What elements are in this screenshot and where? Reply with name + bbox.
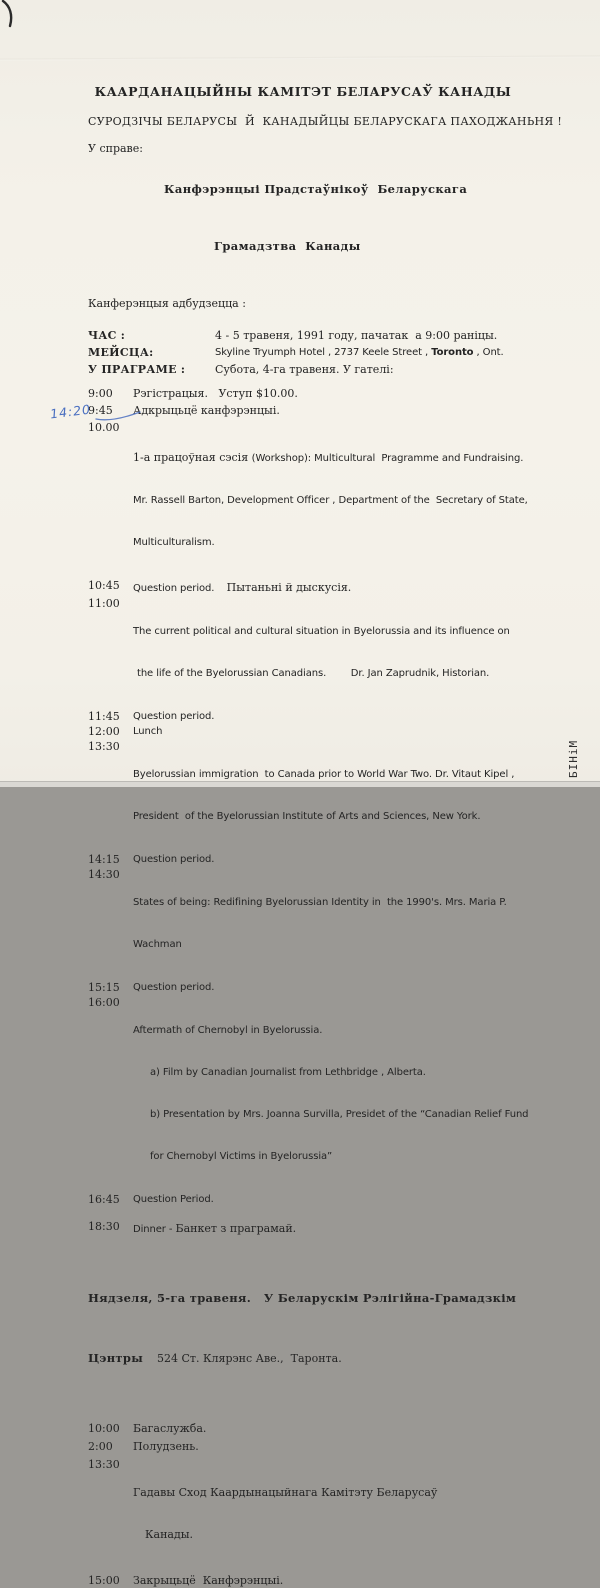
schedule-row (88, 710, 540, 724)
row-line: Wachman (133, 939, 182, 950)
row-line: b) Presentation by Mrs. Joanna Survilla, Presidet of the “Canadian Relief Fund (150, 1109, 529, 1120)
place-value-province: , Ont. (473, 347, 504, 358)
subject-text (164, 142, 467, 294)
paper-crease (0, 55, 600, 60)
row-line: States of being: Redifining Byelorussian Identity in the 1990's. Mrs. Maria P. (133, 897, 507, 908)
row-line: President of the Byelorussian Institute of Arts and Sciences, New York. (133, 811, 481, 822)
subject-label: У справе: (88, 142, 143, 155)
conference-details (88, 327, 540, 378)
row-time: 16:00 (88, 996, 120, 1009)
place-value (215, 344, 504, 361)
row-time: 11:00 (88, 597, 120, 610)
row-time: 10.00 (88, 421, 120, 434)
time-label: ЧАС : (88, 329, 126, 342)
row-text (133, 421, 540, 578)
row-text: Рэгістрацыя. Уступ $10.00. (133, 387, 298, 400)
schedule-row (88, 404, 540, 418)
row-line: Multiculturalism. (133, 537, 215, 548)
row-time: 14:15 (88, 853, 120, 866)
row-line: for Chernobyl Victims in Byelorussia” (150, 1151, 333, 1162)
row-text-cyrillic: Банкет з праграмай. (175, 1222, 297, 1235)
row-text: Закрыцьцё Канфэрэнцыі. (133, 1574, 284, 1587)
sunday-section-heading (88, 1248, 540, 1409)
row-text-cyrillic: Пытаньні й дыскусія. (226, 581, 352, 594)
schedule-row (88, 868, 540, 980)
subject-block (88, 142, 540, 294)
detail-row-place (88, 344, 540, 361)
row-text: Question period. (133, 982, 215, 993)
schedule-row (88, 740, 540, 852)
row-time: 18:30 (88, 1220, 120, 1233)
row-time: 10:45 (88, 579, 120, 592)
row-text (133, 996, 540, 1192)
row-time: 2:00 (88, 1440, 113, 1453)
time-value: 4 - 5 травеня, 1991 году, пачатак а 9:00 раніцы. (215, 329, 498, 342)
schedule-row (88, 981, 540, 995)
sunday-heading-venue: Цэнтры (88, 1351, 144, 1365)
place-label: МЕЙСЦА: (88, 346, 154, 359)
row-text: Question period. (133, 711, 215, 722)
schedule-row-dinner (88, 1220, 540, 1237)
schedule-row (88, 1458, 540, 1570)
sunday-heading-line-2 (88, 1348, 540, 1369)
schedule-row (88, 579, 540, 596)
row-text: Question period. (133, 854, 215, 865)
salutation-line: СУРОДЗІЧЫ БЕЛАРУСЫ Й КАНАДЫЙЦЫ БЕЛАРУСКАГА ПАХОДЖАНЬНЯ ! (88, 115, 563, 128)
row-time: 9:45 (88, 404, 113, 417)
row-text-english: Question period. (133, 583, 227, 594)
place-value-street: Skyline Tryumph Hotel , 2737 Keele Street , (215, 347, 432, 358)
sunday-schedule (88, 1422, 540, 1588)
sunday-heading-address: 524 Ст. Клярэнс Аве., Таронта. (143, 1352, 342, 1365)
row-text-english: Dinner - (133, 1224, 176, 1235)
schedule-row (88, 597, 540, 709)
document-title: КААРДАНАЦЫЙНЫ КАМІТЭТ БЕЛАРУСАЎ КАНАДЫ (94, 84, 512, 99)
row-text (133, 579, 540, 596)
row-time: 14:30 (88, 868, 120, 881)
row-text: Багаслужба. (133, 1422, 207, 1435)
schedule-row (88, 725, 540, 739)
row-text (133, 597, 540, 709)
handwritten-time-annotation: 14:20 (49, 401, 92, 422)
schedule-row (88, 1422, 540, 1436)
row-text (133, 740, 540, 852)
row-text: Question Period. (133, 1194, 214, 1205)
row-time: 12:00 (88, 725, 120, 738)
subject-line-1: Канфэрэнцыі Прадстаўнікоў Беларускага (164, 182, 468, 196)
row-line: Mr. Rassell Barton, Development Officer , Department of the Secretary of State, (133, 495, 528, 506)
schedule-row (88, 853, 540, 867)
handwriting-stroke (44, 400, 144, 426)
place-value-city: Toronto (431, 347, 474, 358)
row-text (133, 1220, 540, 1237)
program-value: Субота, 4-га травеня. У гателі: (215, 363, 394, 376)
row-time: 11:45 (88, 710, 120, 723)
row-line: Byelorussian immigration to Canada prior to World War Two. Dr. Vitaut Kipel , (133, 769, 515, 780)
saturday-schedule (88, 387, 540, 1237)
row-time: 10:00 (88, 1422, 120, 1435)
sunday-heading-line-1: Нядзеля, 5-га травеня. У Беларускім Рэлігійна-Грамадзкім (88, 1291, 517, 1305)
row-text: Полудзень. (133, 1440, 199, 1453)
row-time: 13:30 (88, 740, 120, 753)
schedule-row (88, 387, 540, 401)
subject-line-2: Грамадзтва Канады (214, 239, 361, 253)
bottom-scan-edge (0, 781, 600, 787)
schedule-row (88, 996, 540, 1192)
row-line: Гадавы Сход Каардынацыйнага Камітэту Беларусаў (133, 1486, 438, 1499)
row-text-english: (Workshop): Multicultural Pragramme and Fundraising. (251, 453, 524, 464)
row-time: 15:00 (88, 1574, 120, 1587)
row-line: the life of the Byelorussian Canadians. Dr. Jan Zaprudnik, Historian. (137, 668, 490, 679)
row-time: 15:15 (88, 981, 120, 994)
program-label: У ПРАГРАМЕ : (88, 363, 186, 376)
row-time: 9:00 (88, 387, 113, 400)
detail-row-time (88, 327, 540, 344)
row-line: The current political and cultural situation in Byelorussia and its influence on (133, 626, 510, 637)
row-text: Адкрыцьцё канфэрэнцыі. (133, 404, 280, 417)
announcement-line: Канферэнцыя адбудзецца : (88, 297, 246, 310)
row-time: 16:45 (88, 1193, 120, 1206)
schedule-row (88, 1574, 540, 1588)
detail-row-program (88, 361, 540, 378)
corner-pen-mark (0, 0, 20, 30)
row-line: a) Film by Canadian Journalist from Lethbridge , Alberta. (150, 1067, 426, 1078)
row-text: Lunch (133, 726, 163, 737)
schedule-row (88, 421, 540, 578)
row-text-cyrillic: 1-а працоўная сэсія (133, 451, 252, 464)
row-text (133, 868, 540, 980)
schedule-row (88, 1193, 540, 1207)
row-time: 13:30 (88, 1458, 120, 1471)
row-line (133, 449, 540, 466)
row-text (133, 1458, 540, 1570)
document-content (88, 84, 563, 1588)
schedule-row (88, 1440, 540, 1454)
row-line: Aftermath of Chernobyl in Byelorussia. (133, 1025, 323, 1036)
stamp-binim-vertical: БІНіМ (567, 739, 580, 778)
row-line: Канады. (145, 1528, 193, 1541)
